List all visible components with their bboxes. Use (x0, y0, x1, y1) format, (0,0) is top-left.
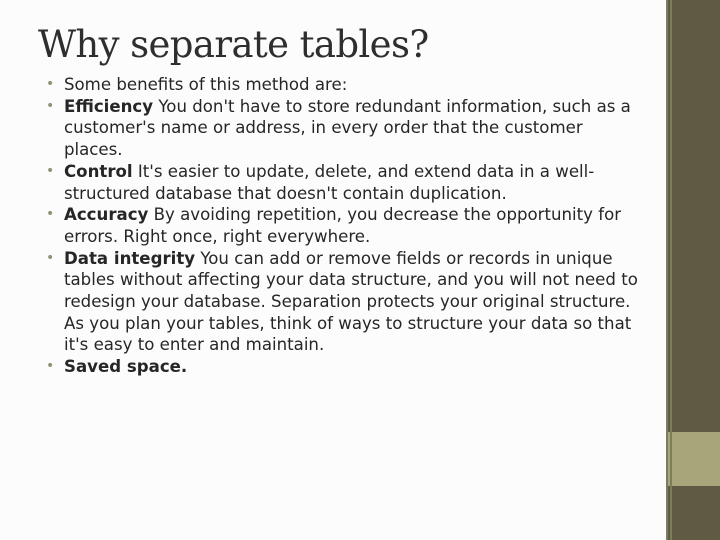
bullet-item (46, 74, 646, 96)
bullet-body: You don't have to store redundant information, such as a customer's name or address, in every order that the customer places. (64, 96, 631, 160)
bullet-dot-icon: • (46, 97, 55, 114)
slide-title: Why separate tables? (38, 23, 429, 66)
bullet-term: Efficiency (64, 96, 154, 116)
sidebar-stripe (670, 0, 672, 540)
bullet-text (64, 249, 638, 355)
bullet-text (64, 75, 347, 94)
bullet-text (64, 357, 187, 376)
bullet-list (46, 74, 646, 378)
bullet-body: You can add or remove fields or records in unique tables without affecting your data structure, and you will not need to redesign your database. Separation protects your original structure. As you plan your tables, think of ways to structure your data so that it's easy to enter and maintain. (64, 248, 638, 355)
sidebar-light-block (666, 432, 720, 486)
bullet-text (64, 205, 621, 246)
bullet-item (46, 204, 646, 247)
bullet-term: Accuracy (64, 205, 149, 225)
sidebar-dark-block (666, 0, 720, 432)
decorative-sidebar (666, 0, 720, 540)
bullet-body: It's easier to update, delete, and extend data in a well-structured database that doesn't contain duplication. (64, 161, 595, 203)
bullet-item (46, 248, 646, 357)
bullet-dot-icon: • (46, 76, 55, 92)
bullet-dot-icon: • (46, 206, 55, 223)
bullet-dot-icon: • (46, 358, 55, 375)
bullet-dot-icon: • (46, 249, 55, 266)
bullet-body: Some benefits of this method are: (64, 75, 348, 94)
bullet-term: Saved space. (64, 357, 188, 377)
sidebar-stripe (666, 0, 668, 540)
bullet-item (46, 96, 646, 161)
bullet-dot-icon: • (46, 162, 55, 179)
bullet-text (64, 97, 631, 159)
bullet-item (46, 356, 646, 378)
bullet-text (64, 162, 594, 203)
bullet-term: Control (64, 161, 133, 181)
bullet-term: Data integrity (64, 248, 196, 268)
bullet-body: By avoiding repetition, you decrease the opportunity for errors. Right once, right everywhere. (64, 205, 622, 246)
bullet-item (46, 161, 646, 204)
sidebar-dark-block (666, 486, 720, 540)
